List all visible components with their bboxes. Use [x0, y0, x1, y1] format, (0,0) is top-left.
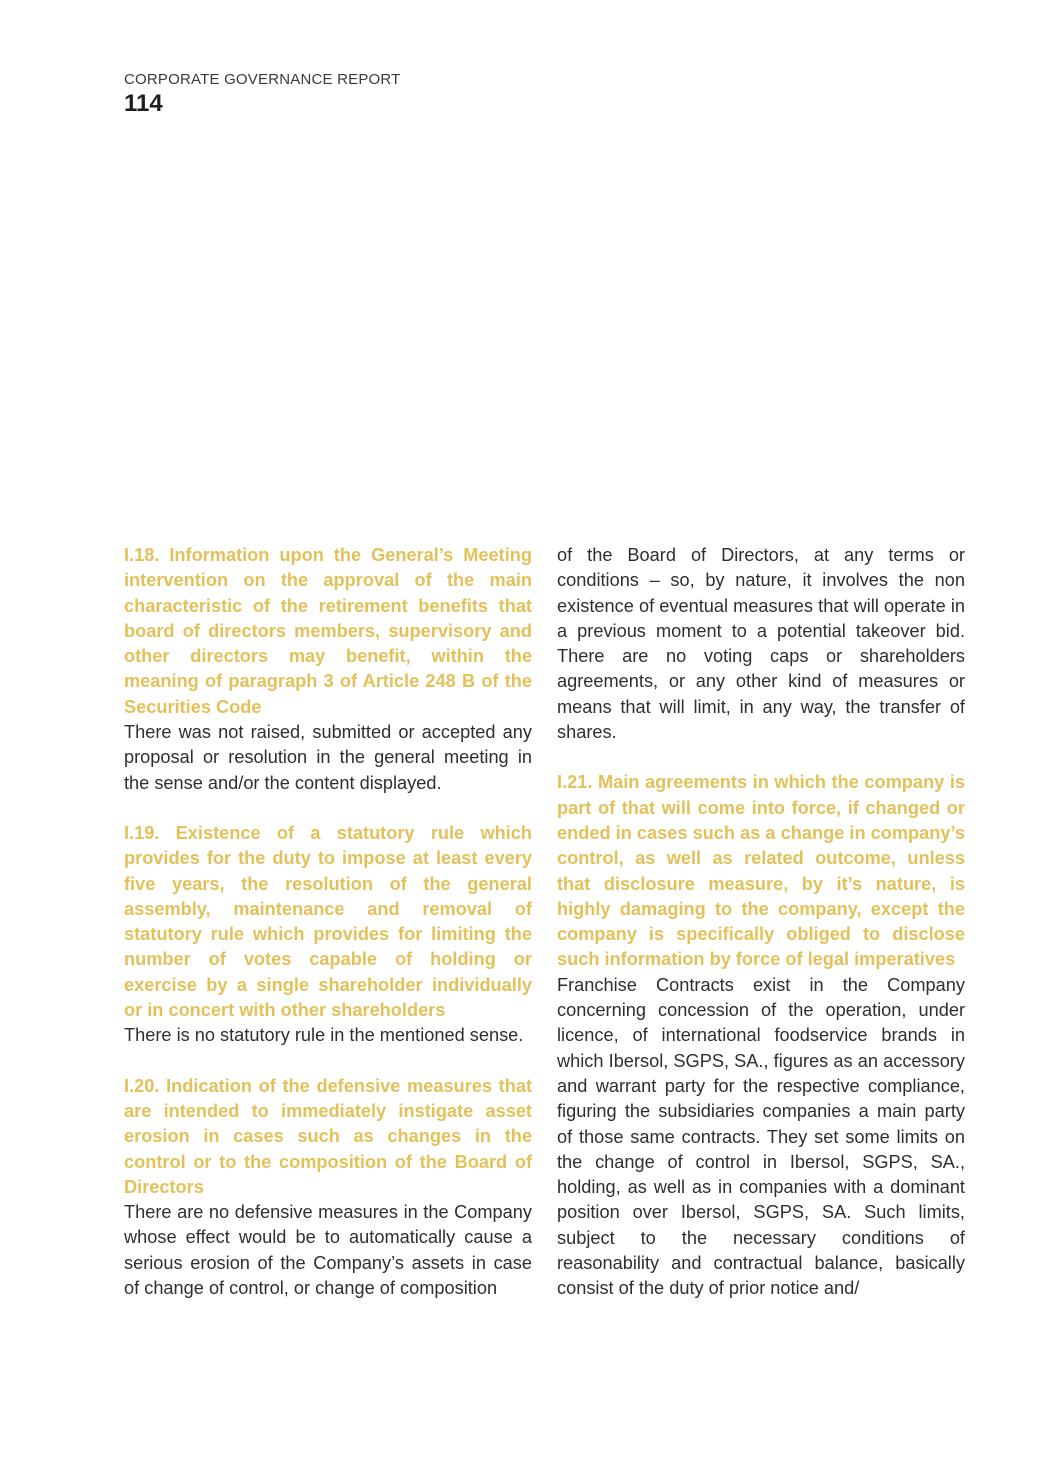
continued-paragraph: of the Board of Directors, at any terms or conditions – so, by nature, it involves the non existence of eventual measures that will operate in a previous moment to a potential takeover bid. There are no voting caps or shareholders agreements, or any other kind of measures or means that will limit, in any way, the transfer of shares. [557, 545, 965, 743]
section-heading: I.19. Existence of a statutory rule which provides for the duty to impose at least every five years, the resolution of the general assembly, maintenance and removal of statutory rule which provides for limiting the number of votes capable of holding or exercise by a single shareholder individually or in concert with other shareholders [124, 822, 532, 1021]
section-i21 [557, 770, 965, 1301]
section-i19 [124, 821, 532, 1049]
right-column [557, 543, 965, 1327]
report-title: CORPORATE GOVERNANCE REPORT [124, 71, 401, 88]
section-i20 [124, 1074, 532, 1302]
section-i20-continuation [557, 543, 965, 745]
section-heading: I.20. Indication of the defensive measures that are intended to immediately instigate asset erosion in cases such as changes in the control or to the composition of the Board of Directors [124, 1075, 532, 1197]
section-i18 [124, 543, 532, 796]
section-body: There are no defensive measures in the Company whose effect would be to automatically cause a serious erosion of the Company’s assets in case of change of control, or change of composition [124, 1202, 532, 1299]
section-heading: I.21. Main agreements in which the company is part of that will come into force, if changed or ended in cases such as a change in company’s control, as well as related outcome, unless that disclosure measure, by it’s nature, is highly damaging to the company, except the company is specifically obliged to disclose such information by force of legal imperatives [557, 772, 965, 970]
page-header [124, 70, 401, 118]
left-column [124, 543, 532, 1326]
section-body: There was not raised, submitted or accepted any proposal or resolution in the general meeting in the sense and/or the content displayed. [124, 722, 532, 793]
section-body: Franchise Contracts exist in the Company concerning concession of the operation, under licence, of international foodservice brands in which Ibersol, SGPS, SA., figures as an accessory and warrant party for the respective compliance, figuring the subsidiaries companies a main party of those same contracts. They set some limits on the change of control in Ibersol, SGPS, SA., holding, as well as in companies with a dominant position over Ibersol, SGPS, SA. Such limits, subject to the necessary conditions of reasonability and contractual balance, basically consist of the duty of prior notice and/ [557, 974, 965, 1299]
page-number: 114 [124, 90, 163, 117]
section-body: There is no statutory rule in the mentioned sense. [124, 1025, 524, 1046]
section-heading: I.18. Information upon the General’s Meeting intervention on the approval of the main characteristic of the retirement benefits that board of directors members, supervisory and other directors may benefit, within the meaning of paragraph 3 of Article 248 B of the Securities Code [124, 545, 532, 717]
